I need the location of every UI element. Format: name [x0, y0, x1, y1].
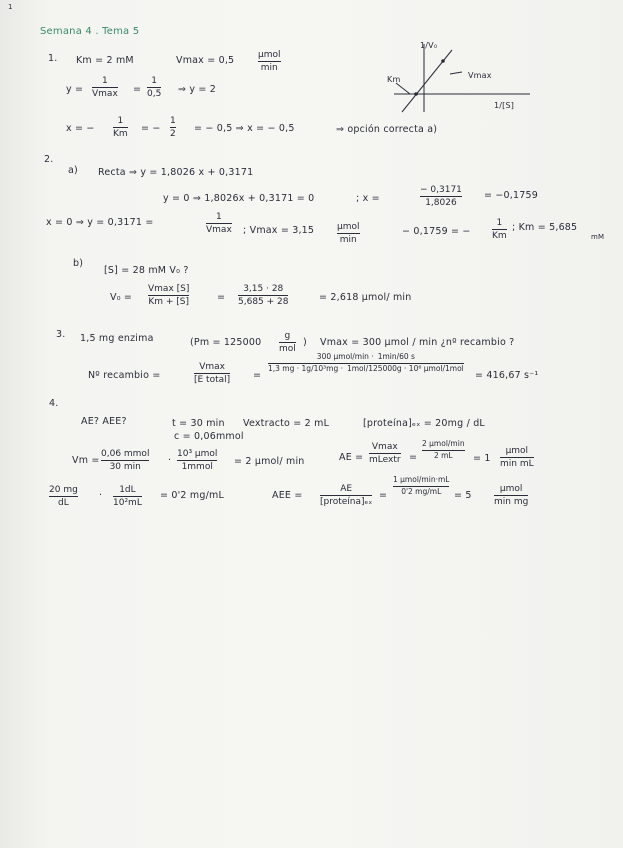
problem-1-number: 1. [48, 53, 58, 64]
extract-volume: Vextracto = 2 mL [243, 418, 330, 429]
substrate-concentration: [S] = 28 mM V₀ ? [104, 265, 189, 276]
aee-fraction-2: 1 µmol/min·mL 0'2 mg/mL [393, 475, 450, 496]
km-result: ; Km = 5,685 [512, 222, 578, 233]
turnover-label: Nº recambio = [88, 370, 161, 381]
problem-3-number: 3. [56, 329, 66, 340]
equals-sign: = [133, 84, 142, 95]
time-value: t = 30 min [172, 418, 225, 429]
part-a-label: a) [68, 165, 78, 176]
turnover-fraction: Vmax [E total] [194, 362, 231, 385]
graph-x-axis-label: 1/[S] [494, 101, 515, 110]
km-equation: − 0,1759 = − [402, 226, 471, 237]
page-mark: 1 [8, 3, 13, 11]
multiply-dot: · [168, 455, 172, 466]
protein-conversion-fraction-2: 1dL 10²mL [113, 485, 142, 508]
protein-concentration: [proteína]ₑₓ = 20mg / dL [363, 418, 485, 429]
fraction-1-over-05: 1 0,5 [147, 76, 162, 99]
amount-value: c = 0,06mmol [174, 431, 244, 442]
lineweaver-burk-sketch [380, 38, 540, 118]
multiply-dot-2: · [99, 490, 103, 501]
v0-substitution-fraction: 3,15 · 28 5,685 + 28 [238, 284, 289, 307]
ae-label: AE = [339, 452, 364, 463]
turnover-question: Vmax = 300 µmol / min ¿nº recambio ? [320, 337, 515, 348]
ae-result: = 1 [473, 453, 491, 464]
molar-mass-open: (Pm = 125000 [190, 337, 262, 348]
equals-sign-4: = [409, 452, 418, 463]
problem-4-number: 4. [49, 398, 59, 409]
x-intercept-result: = −0,1759 [484, 190, 538, 201]
x-zero-equation: x = 0 ⇒ y = 0,3171 = [46, 217, 154, 228]
v0-result: = 2,618 µmol/ min [319, 292, 412, 303]
x-solve-fraction: − 0,3171 1,8026 [420, 185, 462, 208]
part-b-label: b) [73, 258, 84, 269]
graph-vmax-label: Vmax [468, 71, 492, 80]
equals-sign-3: = [253, 370, 262, 381]
michaelis-menten-fraction: Vmax [S] Km + [S] [148, 284, 190, 307]
vmax-unit-fraction-2: µmol min [337, 222, 360, 245]
ae-fraction-2: 2 µmol/min 2 mL [422, 439, 465, 460]
protein-conversion-result: = 0'2 mg/mL [160, 490, 224, 501]
turnover-substitution-fraction: 300 µmol/min · 1min/60 s 1,3 mg · 1g/10³mg · 1mol/125000g · 10⁶ µmol/1mol [268, 352, 464, 373]
v0-label: V₀ = [110, 292, 133, 303]
graph-y-axis-label: 1/V₀ [420, 41, 438, 50]
molar-mass-close: ) [303, 337, 307, 348]
graph-km-label: Km [387, 75, 401, 84]
problem-2-number: 2. [44, 154, 54, 165]
equals-sign-5: = [379, 490, 388, 501]
regression-line: Recta ⇒ y = 1,8026 x + 0,3171 [98, 167, 254, 178]
molar-mass-unit-fraction: g mol [279, 331, 296, 354]
km-unit: mM [591, 233, 605, 241]
activity-question: AE? AEE? [81, 416, 127, 427]
ae-fraction-1: Vmax mLextr [369, 442, 401, 465]
fraction-1-over-2: 1 2 [170, 116, 176, 139]
vm-fraction-1: 0,06 mmol 30 min [101, 449, 150, 472]
aee-label: AEE = [272, 490, 303, 501]
enzyme-mass: 1,5 mg enzima [80, 333, 154, 344]
protein-conversion-fraction-1: 20 mg dL [49, 485, 78, 508]
vmax-reciprocal-fraction: 1 Vmax [206, 212, 232, 235]
km-value: Km = 2 mM [76, 55, 134, 66]
km-reciprocal-fraction: 1 Km [492, 218, 507, 241]
y-intercept-label: y = [66, 84, 84, 95]
vmax-result: ; Vmax = 3,15 [243, 225, 315, 236]
x-solve-label: ; x = [356, 193, 380, 204]
correct-answer: ⇒ opción correcta a) [336, 124, 438, 135]
vmax-unit-fraction: µmol min [258, 50, 281, 73]
aee-result: = 5 [454, 490, 472, 501]
aee-unit-fraction: µmol min mg [494, 484, 529, 507]
vm-fraction-2: 10³ µmol 1mmol [177, 449, 218, 472]
equals-sign-2: = [217, 292, 226, 303]
vmax-value: Vmax = 0,5 [176, 55, 235, 66]
y-zero-equation: y = 0 ⇒ 1,8026x + 0,3171 = 0 [163, 193, 315, 204]
vm-label: Vm = [72, 455, 100, 466]
fraction-1-over-vmax: 1 Vmax [92, 76, 118, 99]
x-result: = − 0,5 ⇒ x = − 0,5 [194, 123, 295, 134]
fraction-1-over-km: 1 Km [113, 116, 128, 139]
turnover-result: = 416,67 s⁻¹ [475, 370, 539, 381]
page-title: Semana 4 . Tema 5 [40, 26, 140, 37]
x-intercept-label: x = − [66, 123, 95, 134]
vm-result: = 2 µmol/ min [234, 456, 305, 467]
aee-fraction-1: AE [proteína]ₑₓ [320, 484, 373, 507]
equals-minus: = − [141, 123, 161, 134]
y-result: ⇒ y = 2 [178, 84, 217, 95]
ae-unit-fraction: µmol min mL [500, 446, 534, 469]
